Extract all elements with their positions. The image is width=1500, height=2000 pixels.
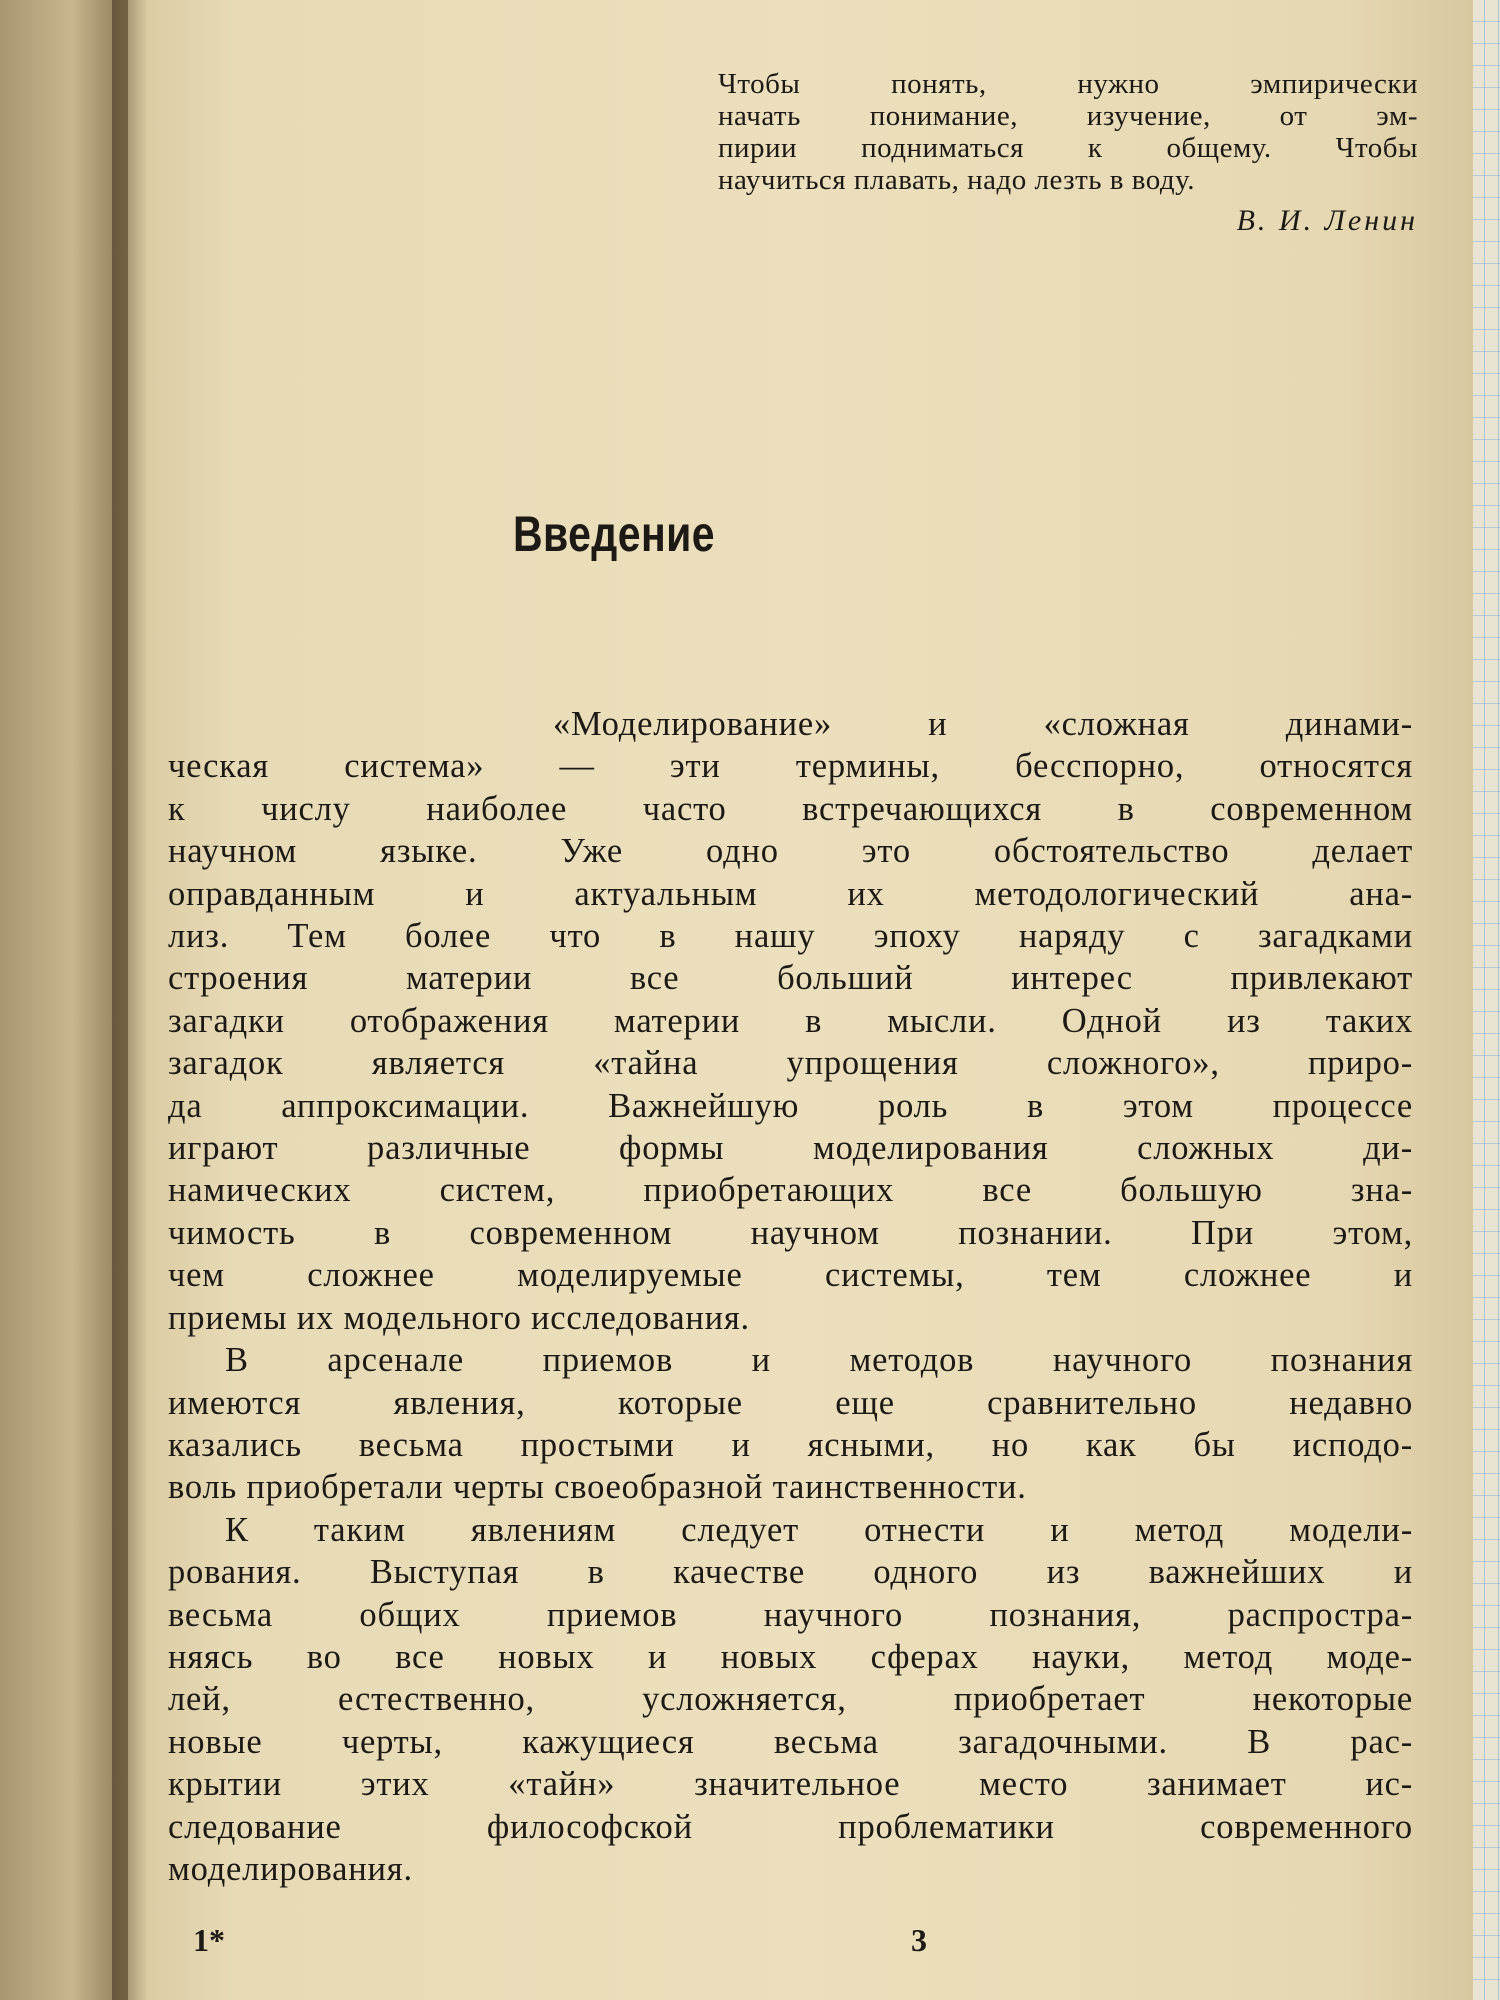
text-line: «Моделирование» и «сложная динами- xyxy=(553,705,1413,743)
text-line: играют различные формы моделирования сложных ди- xyxy=(168,1129,1413,1168)
text-line: крытии этих «тайн» значительное место занимает ис- xyxy=(168,1765,1413,1804)
text-line: научном языке. Уже одно это обстоятельство делает xyxy=(168,832,1413,871)
left-page-edge xyxy=(0,0,130,2000)
text-line: загадки отображения материи в мысли. Одной из таких xyxy=(168,1001,1413,1040)
text-line: новые черты, кажущиеся весьма загадочными. В рас- xyxy=(168,1722,1413,1761)
text-line: оправданным и актуальным их методологический ана- xyxy=(168,874,1413,913)
epigraph xyxy=(718,68,1418,238)
body-text xyxy=(168,703,1413,1890)
text-line: загадок является «тайна упрощения сложного», приро- xyxy=(168,1044,1413,1083)
page-number: 3 xyxy=(911,1922,927,1958)
text-line: моделирования. xyxy=(168,1849,413,1888)
book-gutter-shadow xyxy=(112,0,148,2000)
text-line: казались весьма простыми и ясными, но как бы исподо- xyxy=(168,1425,1413,1464)
text-line: да аппроксимации. Важнейшую роль в этом процессе xyxy=(168,1086,1413,1125)
epigraph-line: начать понимание, изучение, от эм- xyxy=(718,100,1418,132)
epigraph-line: пирии подниматься к общему. Чтобы xyxy=(718,132,1418,164)
text-line: няясь во все новых и новых сферах науки, метод моде- xyxy=(168,1637,1413,1676)
text-line: ческая система» — эти термины, бесспорно, относятся xyxy=(168,747,1413,786)
text-line: следование философской проблематики современного xyxy=(168,1807,1413,1846)
epigraph-author: В. И. Ленин xyxy=(1236,204,1418,237)
text-line: намических систем, приобретающих все большую зна- xyxy=(168,1171,1413,1210)
text-line: чимость в современном научном познании. При этом, xyxy=(168,1213,1413,1252)
text-line: чем сложнее моделируемые системы, тем сложнее и xyxy=(168,1256,1413,1295)
text-line: к числу наиболее часто встречающихся в современном xyxy=(168,789,1413,828)
signature-mark: 1* xyxy=(193,1922,225,1958)
text-line: В арсенале приемов и методов научного познания xyxy=(225,1341,1413,1380)
text-line: К таким явлениям следует отнести и метод модели- xyxy=(225,1510,1413,1549)
epigraph-line: Чтобы понять, нужно эмпирически xyxy=(718,68,1418,100)
text-line: лей, естественно, усложняется, приобретает некоторые xyxy=(168,1680,1413,1719)
text-line: лиз. Тем более что в нашу эпоху наряду с загадками xyxy=(168,917,1413,956)
text-line: весьма общих приемов научного познания, распростра- xyxy=(168,1595,1413,1634)
text-line: имеются явления, которые еще сравнительно недавно xyxy=(168,1383,1413,1422)
text-line: воль приобретали черты своеобразной таинственности. xyxy=(168,1468,1027,1507)
grid-paper-edge xyxy=(1470,0,1500,2000)
epigraph-line: научиться плавать, надо лезть в воду. xyxy=(718,164,1195,196)
chapter-heading: Введение xyxy=(513,506,715,562)
text-line: строения материи все больший интерес привлекают xyxy=(168,959,1413,998)
text-line: рования. Выступая в качестве одного из важнейших и xyxy=(168,1553,1413,1592)
text-line: приемы их модельного исследования. xyxy=(168,1298,750,1337)
book-page xyxy=(128,0,1473,2000)
